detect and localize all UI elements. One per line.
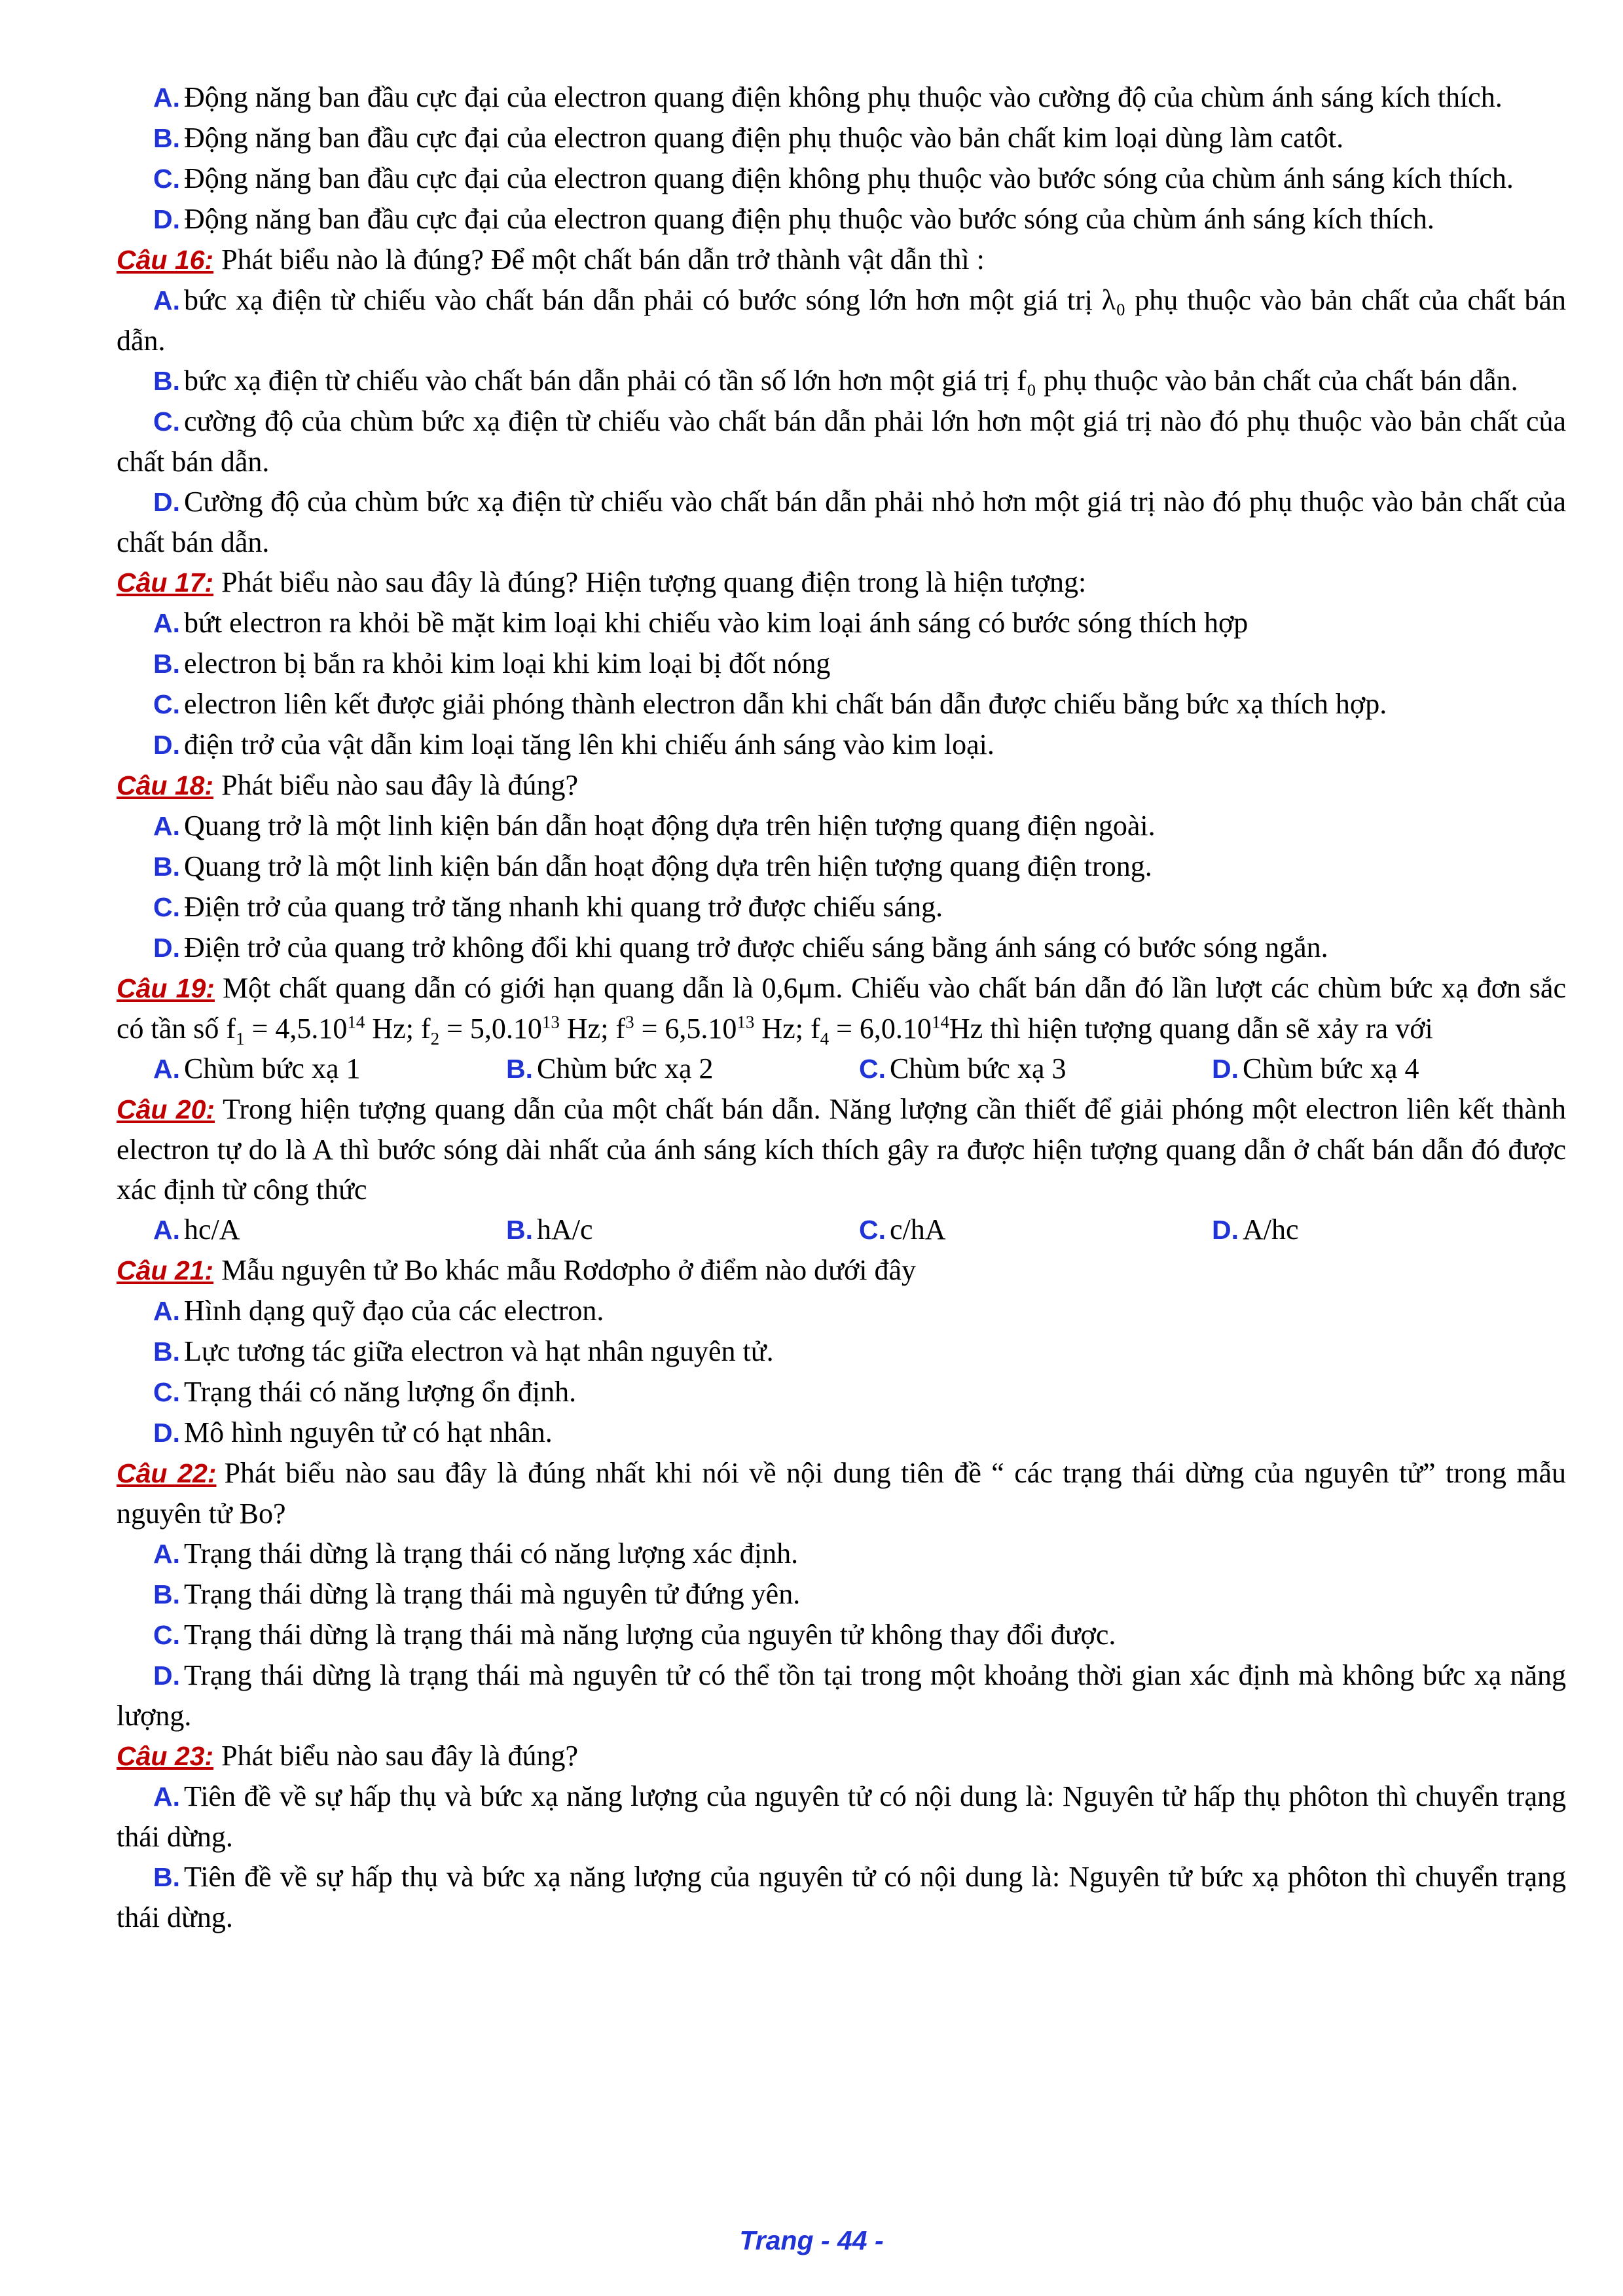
- document-page: [117, 77, 1566, 1937]
- question-label: Câu 22:: [117, 1458, 217, 1488]
- option-text: Trạng thái dừng là trạng thái mà năng lượng của nguyên tử không thay đổi được.: [184, 1619, 1116, 1651]
- question-text-part: = 5,0.10: [439, 1013, 542, 1045]
- option-text: Trạng thái có năng lượng ổn định.: [184, 1376, 577, 1408]
- option-text: Trạng thái dừng là trạng thái mà nguyên tử có thể tồn tại trong một khoảng thời gian xác định mà không bức xạ năng lượng.: [117, 1659, 1566, 1732]
- option-text: Quang trở là một linh kiện bán dẫn hoạt động dựa trên hiện tượng quang điện ngoài.: [184, 810, 1156, 842]
- option-a: [117, 1534, 1566, 1574]
- option-b: [117, 118, 1566, 158]
- question-stem: [117, 1250, 1566, 1291]
- option-d: [117, 927, 1566, 968]
- option-a: [117, 806, 1566, 846]
- question-22: [117, 1453, 1566, 1736]
- subscript: 2: [430, 1028, 440, 1049]
- question-stem: [117, 765, 1566, 806]
- option-letter: A.: [153, 1539, 180, 1569]
- option-d: [117, 1412, 1566, 1453]
- option-letter: C.: [859, 1215, 886, 1245]
- question-19: [117, 968, 1566, 1089]
- option-letter: C.: [153, 1620, 180, 1650]
- question-text-part: = 4,5.10: [244, 1013, 348, 1045]
- page-number: Trang - 44 -: [739, 2225, 884, 2255]
- question-stem: [117, 1736, 1566, 1776]
- option-letter: B.: [153, 1579, 180, 1609]
- option-text: A/hc: [1243, 1213, 1299, 1246]
- option-letter: D.: [153, 730, 180, 760]
- option-letter: B.: [506, 1054, 533, 1084]
- option-letter: C.: [153, 1377, 180, 1407]
- superscript: 3: [625, 1012, 634, 1032]
- option-text: Trạng thái dừng là trạng thái có năng lượng xác định.: [184, 1537, 799, 1570]
- question-label: Câu 23:: [117, 1741, 214, 1771]
- option-c: [117, 684, 1566, 725]
- option-letter: A.: [153, 1054, 180, 1084]
- option-letter: B.: [506, 1215, 533, 1245]
- option-a: [117, 603, 1566, 643]
- option-text: Động năng ban đầu cực đại của electron quang điện phụ thuộc vào bước sóng của chùm ánh sáng kích thích.: [184, 203, 1434, 235]
- option-letter: A.: [153, 608, 180, 638]
- question-label: Câu 19:: [117, 973, 215, 1003]
- question-text-part: Một chất quang dẫn có giới hạn quang dẫn là 0,6μm. Chiếu vào chất bán dẫn đó lần lượt các chùm bức xạ đơn sắc có tần số f: [117, 972, 1566, 1045]
- option-text: Quang trở là một linh kiện bán dẫn hoạt động dựa trên hiện tượng quang điện trong.: [184, 850, 1152, 882]
- question-label: Câu 21:: [117, 1255, 214, 1285]
- option-text: bứt electron ra khỏi bề mặt kim loại khi chiếu vào kim loại ánh sáng có bước sóng thích hợp: [184, 607, 1249, 639]
- subscript: 1: [236, 1028, 245, 1049]
- option-a: [117, 1291, 1566, 1331]
- option-text: Lực tương tác giữa electron và hạt nhân nguyên tử.: [184, 1335, 774, 1367]
- question-text-part: Hz; f: [365, 1013, 431, 1045]
- option-c: [117, 158, 1566, 199]
- option-letter: B.: [153, 649, 180, 679]
- option-b: [117, 1331, 1566, 1372]
- option-letter: A.: [153, 82, 180, 113]
- option-b: [506, 1049, 859, 1089]
- option-a: [153, 1049, 506, 1089]
- option-letter: B.: [153, 1336, 180, 1367]
- question-stem: [117, 1453, 1566, 1534]
- option-text: Hình dạng quỹ đạo của các electron.: [184, 1295, 604, 1327]
- option-d: [117, 725, 1566, 765]
- option-a: [153, 1210, 506, 1250]
- option-d: [117, 1655, 1566, 1736]
- option-text: Chùm bức xạ 4: [1243, 1052, 1419, 1085]
- option-text: cường độ của chùm bức xạ điện từ chiếu vào chất bán dẫn phải lớn hơn một giá trị nào đó phụ thuộc vào bản chất của chất bán dẫn.: [117, 405, 1566, 478]
- option-text: Điện trở của quang trở tăng nhanh khi quang trở được chiếu sáng.: [184, 891, 943, 923]
- question-label: Câu 17:: [117, 567, 214, 598]
- question-text: Phát biểu nào là đúng? Để một chất bán dẫn trở thành vật dẫn thì :: [221, 243, 985, 276]
- option-b: [117, 1857, 1566, 1937]
- option-text: bức xạ điện từ chiếu vào chất bán dẫn phải có tần số lớn hơn một giá trị f₀ phụ thuộc vào bản chất của chất bán dẫn.: [184, 365, 1518, 397]
- option-letter: C.: [153, 406, 180, 437]
- option-letter: B.: [153, 366, 180, 396]
- question-18: [117, 765, 1566, 968]
- option-text: Trạng thái dừng là trạng thái mà nguyên tử đứng yên.: [184, 1578, 801, 1610]
- option-text: Mô hình nguyên tử có hạt nhân.: [184, 1416, 553, 1448]
- option-letter: A.: [153, 1215, 180, 1245]
- option-text: bức xạ điện từ chiếu vào chất bán dẫn phải có bước sóng lớn hơn một giá trị λ₀ phụ thuộc vào bản chất của chất bán dẫn.: [117, 284, 1566, 357]
- option-letter: D.: [153, 933, 180, 963]
- option-letter: D.: [153, 487, 180, 517]
- question-20: [117, 1089, 1566, 1250]
- question-label: Câu 20:: [117, 1094, 215, 1124]
- question-stem: [117, 968, 1566, 1049]
- option-text: Động năng ban đầu cực đại của electron quang điện không phụ thuộc vào bước sóng của chùm ánh sáng kích thích.: [184, 162, 1514, 194]
- option-text: Động năng ban đầu cực đại của electron quang điện phụ thuộc vào bản chất kim loại dùng làm catôt.: [184, 122, 1344, 154]
- option-c: [117, 1372, 1566, 1412]
- options-row: [117, 1210, 1566, 1250]
- exponent: 13: [541, 1012, 560, 1032]
- option-b: [117, 846, 1566, 887]
- subscript: 4: [820, 1028, 830, 1049]
- option-letter: D.: [153, 1660, 180, 1691]
- option-letter: D.: [153, 1418, 180, 1448]
- question-stem: [117, 562, 1566, 603]
- option-letter: D.: [1212, 1054, 1239, 1084]
- question-16: [117, 240, 1566, 562]
- option-b: [117, 1574, 1566, 1615]
- question-text: Phát biểu nào sau đây là đúng nhất khi nói về nội dung tiên đề “ các trạng thái dừng của nguyên tử” trong mẫu nguyên tử Bo?: [117, 1457, 1566, 1530]
- option-text: electron liên kết được giải phóng thành electron dẫn khi chất bán dẫn được chiếu bằng bức xạ thích hợp.: [184, 688, 1387, 720]
- option-letter: A.: [153, 1782, 180, 1812]
- option-letter: C.: [153, 164, 180, 194]
- option-text: electron bị bắn ra khỏi kim loại khi kim loại bị đốt nóng: [184, 647, 831, 679]
- question-stem: [117, 1089, 1566, 1210]
- option-letter: C.: [153, 892, 180, 922]
- question-text-part: Hz thì hiện tượng quang dẫn sẽ xảy ra với: [949, 1013, 1433, 1045]
- option-b: [506, 1210, 859, 1250]
- option-b: [117, 643, 1566, 684]
- option-d: [117, 199, 1566, 240]
- exponent: 14: [347, 1012, 365, 1032]
- option-letter: B.: [153, 852, 180, 882]
- option-b: [117, 361, 1566, 401]
- question-text: Phát biểu nào sau đây là đúng?: [221, 1740, 579, 1772]
- option-letter: A.: [153, 285, 180, 315]
- question-text: Mẫu nguyên tử Bo khác mẫu Rơdơpho ở điểm nào dưới đây: [221, 1254, 917, 1286]
- question-15-options: [117, 77, 1566, 240]
- option-d: [1212, 1210, 1565, 1250]
- option-c: [117, 1615, 1566, 1655]
- option-a: [117, 280, 1566, 361]
- question-text-part: = 6,5.10: [634, 1013, 737, 1045]
- option-text: Chùm bức xạ 3: [890, 1052, 1067, 1085]
- option-c: [117, 401, 1566, 482]
- question-text: Trong hiện tượng quang dẫn của một chất bán dẫn. Năng lượng cần thiết để giải phóng một electron liên kết thành electron tự do là A thì bước sóng dài nhất của ánh sáng kích thích gây ra được hiện tượng quang dẫn ở chất bán dẫn đó được xác định từ công thức: [117, 1093, 1566, 1206]
- exponent: 13: [737, 1012, 755, 1032]
- option-text: Chùm bức xạ 2: [537, 1052, 714, 1085]
- question-21: [117, 1250, 1566, 1453]
- option-text: Tiên đề về sự hấp thụ và bức xạ năng lượng của nguyên tử có nội dung là: Nguyên tử bức xạ phôton thì chuyển trạng thái dừng.: [117, 1861, 1566, 1933]
- option-text: hA/c: [537, 1213, 593, 1246]
- question-text: Phát biểu nào sau đây là đúng?: [221, 769, 579, 801]
- option-letter: A.: [153, 811, 180, 841]
- options-row: [117, 1049, 1566, 1089]
- option-a: [117, 77, 1566, 118]
- option-letter: A.: [153, 1296, 180, 1326]
- option-letter: D.: [1212, 1215, 1239, 1245]
- question-label: Câu 18:: [117, 770, 214, 800]
- question-stem: [117, 240, 1566, 280]
- option-c: [859, 1049, 1212, 1089]
- option-d: [1212, 1049, 1565, 1089]
- question-23: [117, 1736, 1566, 1937]
- option-text: Cường độ của chùm bức xạ điện từ chiếu vào chất bán dẫn phải nhỏ hơn một giá trị nào đó phụ thuộc vào bản chất của chất bán dẫn.: [117, 486, 1566, 558]
- option-letter: B.: [153, 123, 180, 153]
- option-text: hc/A: [184, 1213, 240, 1246]
- question-text-part: Hz; f: [559, 1013, 626, 1045]
- option-text: Tiên đề về sự hấp thụ và bức xạ năng lượng của nguyên tử có nội dung là: Nguyên tử hấp thụ phôton thì chuyển trạng thái dừng.: [117, 1780, 1566, 1853]
- option-text: Điện trở của quang trở không đổi khi quang trở được chiếu sáng bằng ánh sáng có bước sóng ngắn.: [184, 931, 1328, 963]
- question-text: Phát biểu nào sau đây là đúng? Hiện tượng quang điện trong là hiện tượng:: [221, 566, 1087, 598]
- option-c: [859, 1210, 1212, 1250]
- option-letter: B.: [153, 1862, 180, 1892]
- option-text: c/hA: [890, 1213, 946, 1246]
- exponent: 14: [931, 1012, 949, 1032]
- option-a: [117, 1776, 1566, 1857]
- option-text: điện trở của vật dẫn kim loại tăng lên khi chiếu ánh sáng vào kim loại.: [184, 728, 994, 761]
- option-letter: C.: [153, 689, 180, 719]
- question-17: [117, 562, 1566, 765]
- option-text: Chùm bức xạ 1: [184, 1052, 361, 1085]
- question-label: Câu 16:: [117, 245, 214, 275]
- option-c: [117, 887, 1566, 927]
- option-letter: C.: [859, 1054, 886, 1084]
- option-d: [117, 482, 1566, 562]
- question-text-part: Hz; f: [754, 1013, 820, 1045]
- option-letter: D.: [153, 204, 180, 234]
- option-text: Động năng ban đầu cực đại của electron quang điện không phụ thuộc vào cường độ của chùm ánh sáng kích thích.: [184, 81, 1503, 113]
- question-text-part: = 6,0.10: [829, 1013, 932, 1045]
